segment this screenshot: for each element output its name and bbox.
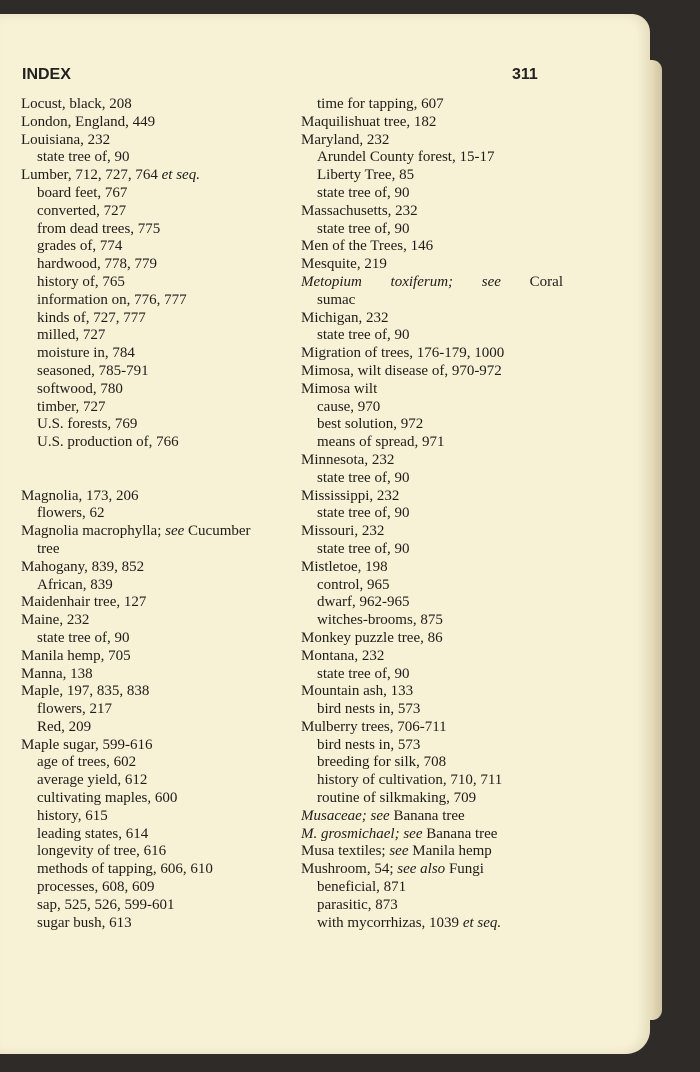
index-entry-text: U.S. forests, 769 [37,416,138,433]
index-entry-text: Manna, 138 [21,665,93,682]
index-entry-text: kinds of, 727, 777 [37,309,146,326]
index-entry-text: timber, 727 [37,398,106,415]
index-entry-text: Maple sugar, 599-616 [21,736,153,753]
index-entry [301,310,563,328]
index-entry [301,274,563,292]
index-entry-text: cause, 970 [317,398,381,415]
index-entry-text: African, 839 [37,576,113,593]
index-subentry [21,861,291,879]
index-entry [301,452,563,470]
index-subentry [21,719,291,737]
index-entry [21,488,291,506]
index-subentry [21,256,291,274]
index-subentry [21,149,291,167]
index-subentry [301,96,563,114]
index-entry-italic: see [165,523,185,540]
index-subentry [21,381,291,399]
index-entry [301,826,563,844]
index-subentry [21,399,291,417]
index-subentry [21,879,291,897]
index-entry-text: Mulberry trees, 706-711 [301,718,447,735]
index-subentry [21,630,291,648]
index-entry [301,630,563,648]
index-entry-text: flowers, 217 [37,701,112,718]
index-entry-italic: M. grosmichael; see [301,825,423,842]
index-subentry [21,826,291,844]
index-entry-text: bird nests in, 573 [317,701,421,718]
index-entry [301,256,563,274]
index-subentry [21,541,291,559]
index-entry-text: processes, 608, 609 [37,879,155,896]
index-subentry [301,737,563,755]
index-column-left [21,96,291,932]
index-entry-text: state tree of, 90 [317,665,410,682]
index-entry [301,114,563,132]
index-entry-text: state tree of, 90 [317,505,410,522]
index-entry-text: Maine, 232 [21,612,90,629]
index-entry-text: witches-brooms, 875 [317,612,443,629]
index-entry-text: Mahogany, 839, 852 [21,558,145,575]
index-entry [21,737,291,755]
index-entry-text: state tree of, 90 [317,220,410,237]
index-entry-text: Mountain ash, 133 [301,683,414,700]
index-entry-text: tree [37,540,60,557]
index-entry-text: state tree of, 90 [317,469,410,486]
index-subentry [301,666,563,684]
index-subentry [21,577,291,595]
index-entry-text: milled, 727 [37,327,106,344]
index-entry-text: Magnolia, 173, 206 [21,487,139,504]
index-subentry [301,577,563,595]
index-entry-text: leading states, 614 [37,825,149,842]
index-entry-text: sap, 525, 526, 599-601 [37,896,175,913]
index-entry-text: time for tapping, 607 [317,96,444,112]
index-entry-text: age of trees, 602 [37,754,137,771]
index-entry [21,96,291,114]
index-subentry [21,701,291,719]
index-entry-italic: see [389,843,409,860]
index-entry-text: Liberty Tree, 85 [317,167,415,184]
index-subentry [301,434,563,452]
index-entry-text: means of spread, 971 [317,434,445,451]
index-entry-text: parasitic, 873 [317,896,398,913]
index-entry-text: Maquilishuat tree, 182 [301,113,437,130]
index-subentry [21,221,291,239]
index-entry [21,132,291,150]
index-entry-text: Banana tree [422,825,498,842]
index-entry-text: longevity of tree, 616 [37,843,167,860]
index-entry-text: control, 965 [317,576,390,593]
index-entry-text: Magnolia macrophylla; [21,523,166,540]
index-subentry [301,399,563,417]
index-entry-text: flowers, 62 [37,505,105,522]
index-subentry [301,221,563,239]
index-entry-text: Mimosa wilt [301,380,378,397]
index-entry [301,648,563,666]
index-entry-text: Mimosa, wilt disease of, 970-972 [301,362,502,379]
index-entry-text: state tree of, 90 [317,184,410,201]
index-entry-text: Mushroom, 54; [301,861,398,878]
index-subentry [301,790,563,808]
index-subentry [21,292,291,310]
index-entry [21,683,291,701]
index-entry [301,861,563,879]
page-header-title: INDEX [22,66,71,83]
index-entry-text: with mycorrhizas, 1039 [317,914,463,931]
index-subentry [21,203,291,221]
index-entry [301,808,563,826]
index-entry-italic: Musaceae; see [301,807,390,824]
index-entry-text: sumac [317,291,356,308]
index-entry [301,683,563,701]
index-subentry [21,327,291,345]
index-entry-text: London, England, 449 [21,113,156,130]
page-edge [650,60,662,1020]
index-entry-text: state tree of, 90 [37,629,130,646]
index-entry-text: Manila hemp [408,843,492,860]
index-entry [301,203,563,221]
index-entry-text: seasoned, 785-791 [37,362,149,379]
index-entry-text: state tree of, 90 [317,540,410,557]
index-entry-text: converted, 727 [37,202,127,219]
index-subentry [21,185,291,203]
index-entry [301,488,563,506]
index-entry-text: Men of the Trees, 146 [301,238,434,255]
index-subentry [301,915,563,933]
index-entry-italic: et seq. [462,914,502,931]
index-entry-text: history of cultivation, 710, 711 [317,772,503,789]
index-subentry [301,879,563,897]
index-entry-text: information on, 776, 777 [37,291,187,308]
index-subentry [21,505,291,523]
index-subentry [301,897,563,915]
index-entry-text: U.S. production of, 766 [37,434,179,451]
index-entry-text: Maidenhair tree, 127 [21,594,147,611]
index-entry-text: grades of, 774 [37,238,123,255]
index-subentry [301,327,563,345]
index-entry-italic: et seq. [161,167,200,184]
index-entry [301,719,563,737]
index-entry-text: Locust, black, 208 [21,96,132,112]
index-entry [301,363,563,381]
index-subentry [21,790,291,808]
index-subentry [301,612,563,630]
index-entry-text: routine of silkmaking, 709 [317,790,477,807]
index-entry-text: beneficial, 871 [317,879,407,896]
index-entry-text: Mistletoe, 198 [301,558,388,575]
index-entry-text: Musa textiles; [301,843,390,860]
index-entry-text: Massachusetts, 232 [301,202,418,219]
index-entry-text: Fungi [445,861,484,878]
index-entry-text: Maryland, 232 [301,131,390,148]
index-entry-text: Red, 209 [37,718,92,735]
index-entry-text: sugar bush, 613 [37,914,132,931]
index-entry-text: moisture in, 784 [37,345,135,362]
index-section-gap [21,452,291,488]
index-entry-italic: see also [397,861,446,878]
index-entry-text: Lumber, 712, 727, 764 [21,167,162,184]
index-entry [21,648,291,666]
index-entry [301,381,563,399]
index-entry [21,666,291,684]
index-subentry [21,897,291,915]
index-subentry [21,416,291,434]
index-subentry [21,754,291,772]
index-entry-text: bird nests in, 573 [317,736,421,753]
index-entry-text: Arundel County forest, 15-17 [317,149,495,166]
index-entry-text: cultivating maples, 600 [37,790,178,807]
index-subentry [301,505,563,523]
index-subentry [301,149,563,167]
index-entry [301,238,563,256]
index-subentry [21,808,291,826]
index-entry-text: average yield, 612 [37,772,148,789]
index-subentry [301,772,563,790]
index-entry-text: Montana, 232 [301,647,385,664]
index-subentry [301,594,563,612]
index-subentry [301,754,563,772]
index-subentry [301,541,563,559]
index-entry-text: Banana tree [389,807,465,824]
index-entry-text: Cucumber [184,523,251,540]
index-entry-text: Michigan, 232 [301,309,389,326]
index-entry-text: Manila hemp, 705 [21,647,131,664]
index-entry [301,523,563,541]
index-subentry [301,185,563,203]
index-subentry [301,292,563,310]
index-entry-text: Missouri, 232 [301,523,385,540]
index-entry-text: board feet, 767 [37,184,128,201]
index-entry-italic: Metopium toxiferum; see [301,273,501,290]
index-subentry [21,345,291,363]
index-subentry [301,167,563,185]
index-subentry [21,843,291,861]
index-entry-text: Migration of trees, 176-179, 1000 [301,345,505,362]
index-entry [301,559,563,577]
index-subentry [21,310,291,328]
index-entry-text: Monkey puzzle tree, 86 [301,629,443,646]
index-entry [21,523,291,541]
index-entry-text: dwarf, 962-965 [317,594,410,611]
index-entry-text: from dead trees, 775 [37,220,161,237]
index-subentry [301,416,563,434]
index-entry [21,559,291,577]
index-entry [21,594,291,612]
index-column-right [301,96,563,932]
index-entry [301,132,563,150]
index-subentry [21,434,291,452]
index-entry-text: hardwood, 778, 779 [37,256,157,273]
index-entry-text: state tree of, 90 [37,149,130,166]
index-entry-text: Mesquite, 219 [301,256,387,273]
index-subentry [21,274,291,292]
index-entry-text: history of, 765 [37,273,125,290]
index-entry-text: softwood, 780 [37,380,123,397]
index-entry-text: Coral [500,273,563,290]
index-subentry [301,701,563,719]
index-entry-text: Louisiana, 232 [21,131,111,148]
index-entry-text: Minnesota, 232 [301,451,395,468]
index-entry [301,345,563,363]
index-entry [21,612,291,630]
index-subentry [21,915,291,933]
index-entry-text: Maple, 197, 835, 838 [21,683,150,700]
index-entry [21,167,291,185]
index-subentry [301,470,563,488]
index-entry-text: best solution, 972 [317,416,424,433]
page-number: 311 [512,66,538,83]
index-entry-text: breeding for silk, 708 [317,754,447,771]
index-entry-text: Mississippi, 232 [301,487,400,504]
index-entry-text: history, 615 [37,807,108,824]
index-subentry [21,238,291,256]
index-entry [21,114,291,132]
index-subentry [21,772,291,790]
index-entry [301,843,563,861]
index-entry-text: state tree of, 90 [317,327,410,344]
index-subentry [21,363,291,381]
index-entry-text: methods of tapping, 606, 610 [37,861,213,878]
